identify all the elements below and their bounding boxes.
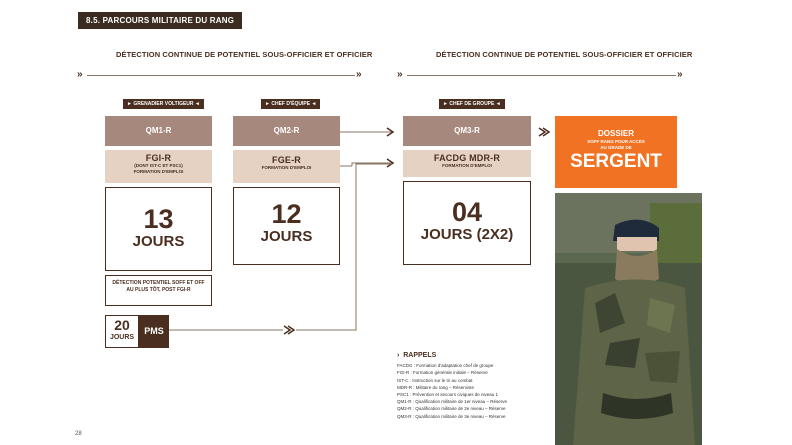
rappels-title: RAPPELS [403,352,437,359]
days-number: 04 [451,197,483,227]
pms-number: 20 [114,317,130,333]
dossier-rank: SERGENT [570,151,662,172]
page-number: 28 [75,431,82,437]
pms-label: PMS [139,315,169,348]
formation-title: FGE-R [272,155,301,165]
chevron-right-icon: › [397,352,404,359]
days-number: 13 [143,204,174,234]
rappels-item: QM2-R : Qualification militaire de 2e niveau – Réserve [397,406,506,412]
detection-note-line2: AU PLUS TÔT, POST FGI-R [126,287,191,293]
timeline-start-chevron-icon: » [77,69,83,80]
role-tag-chef-groupe: ► CHEF DE GROUPE ◄ [439,99,505,109]
rappels-heading [397,352,547,359]
days-unit: JOURS [260,228,313,245]
qm3-box: QM3-R [403,116,531,146]
days-unit: JOURS (2X2) [420,226,514,243]
role-tag-grenadier: ► GRENADIER VOLTIGEUR ◄ [123,99,204,109]
formation-sub: (DONT IST-C ET PSC1) [134,163,183,168]
dossier-title: DOSSIER [597,129,634,138]
dossier-sub2: AU GRADE DE [600,145,632,150]
qm1-box: QM1-R [105,116,212,146]
rappels-item: MDR-R : Militaire du rang – Réserviste [397,384,475,390]
role-label: CHEF D'ÉQUIPE [271,101,311,107]
rappels-item: PSC1 : Prévention et secours civiques de niveau 1 [397,392,499,398]
dossier-sub1: SOFF RANG POUR ACCÈS [587,139,645,144]
soldier-illustration [555,193,702,445]
rappels-item: FGI-R : Formation générale initiale – Réserve [397,370,488,376]
timeline-end-chevron-icon: » [677,69,683,80]
days-unit: JOURS [132,233,185,250]
formation-title: FACDG MDR-R [433,153,501,163]
days-number: 12 [271,199,302,229]
rappels-item: IST-C : Instruction sur le tir au combat [397,377,473,383]
right-column-heading: DÉTECTION CONTINUE DE POTENTIEL SOUS-OFFICIER ET OFFICIER [436,50,693,59]
role-tag-chef-equipe: ► CHEF D'ÉQUIPE ◄ [261,99,320,109]
qm2-box: QM2-R [233,116,340,146]
formation-sub: FORMATION D'EMPLOI [133,169,184,174]
rappels-item: QM3-R : Qualification militaire de 3e niveau – Réserve [397,413,506,419]
left-column-heading: DÉTECTION CONTINUE DE POTENTIEL SOUS-OFFICIER ET OFFICIER [116,50,373,59]
timeline-right-start-chevron-icon: » [397,69,403,80]
pms-unit: JOURS [109,334,135,341]
timeline-mid-chevron-icon: » [356,69,362,80]
role-label: CHEF DE GROUPE [449,101,495,107]
dossier-box [555,116,677,188]
formation-sub: FORMATION D'EMPLOI [442,163,492,168]
formation-title: FGI-R [145,153,172,163]
connector-pms-facdg [296,164,392,330]
detection-note-line1: DÉTECTION POTENTIEL SOFF ET OFF [112,280,205,286]
rappels-item: FACDG : Formation d'adaptation chef de groupe [397,363,494,369]
rappels-block [397,352,547,420]
soldier-photo [555,193,702,445]
formation-sub: FORMATION D'EMPLOI [261,165,312,170]
section-title: 8.5. PARCOURS MILITAIRE DU RANG [78,12,242,29]
rappels-item: QM1-R : Qualification militaire de 1er niveau – Réserve [397,399,508,405]
role-label: GRENADIER VOLTIGEUR [133,101,194,107]
